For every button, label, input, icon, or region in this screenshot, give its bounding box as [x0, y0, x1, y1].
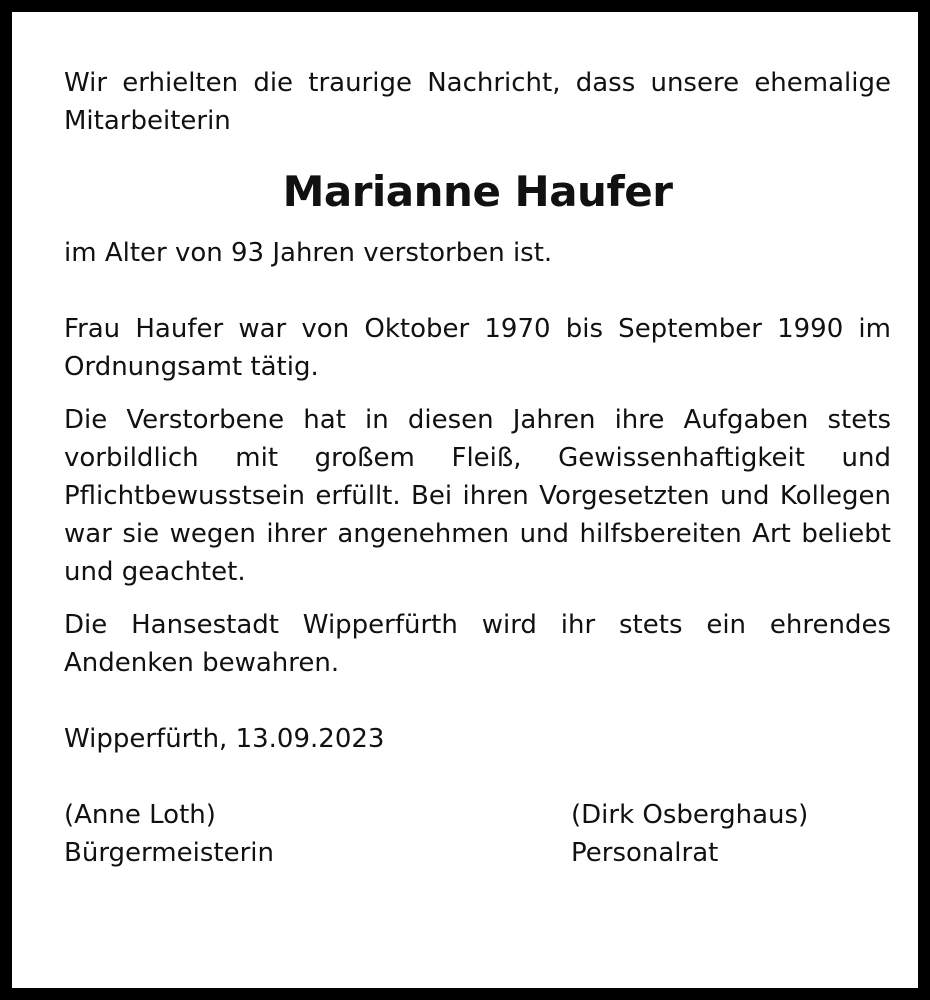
signatory-right: [571, 796, 891, 872]
notice-content: [64, 64, 891, 872]
signatory-left: [64, 796, 571, 872]
signatory-name: (Dirk Osberghaus): [571, 800, 809, 830]
signatory-title: Personalrat: [571, 838, 719, 868]
intro-text: Wir erhielten die traurige Nachricht, dass unsere ehemalige Mitarbeiterin: [64, 68, 891, 136]
age-text: im Alter von 93 Jahren verstorben ist.: [64, 238, 553, 268]
signatory-title: Bürgermeisterin: [64, 838, 274, 868]
signature-block: [64, 796, 891, 872]
place-date: Wipperfürth, 13.09.2023: [64, 724, 385, 754]
employment-text: Frau Haufer war von Oktober 1970 bis September 1990 im Ordnungsamt tätig.: [64, 314, 891, 382]
deceased-name: Marianne Haufer: [282, 167, 673, 216]
tribute-text: Die Verstorbene hat in diesen Jahren ihre Aufgaben stets vorbildlich mit großem Fleiß, Gewissenhaftigkeit und Pflichtbewusstsein erfüllt. Bei ihren Vorgesetzten und Kollegen war sie wegen ihrer angenehmen und hilfsbereiten Art beliebt und geachtet.: [64, 405, 891, 587]
signatory-name: (Anne Loth): [64, 800, 216, 830]
remembrance-text: Die Hansestadt Wipperfürth wird ihr stets ein ehrendes Andenken bewahren.: [64, 610, 891, 678]
